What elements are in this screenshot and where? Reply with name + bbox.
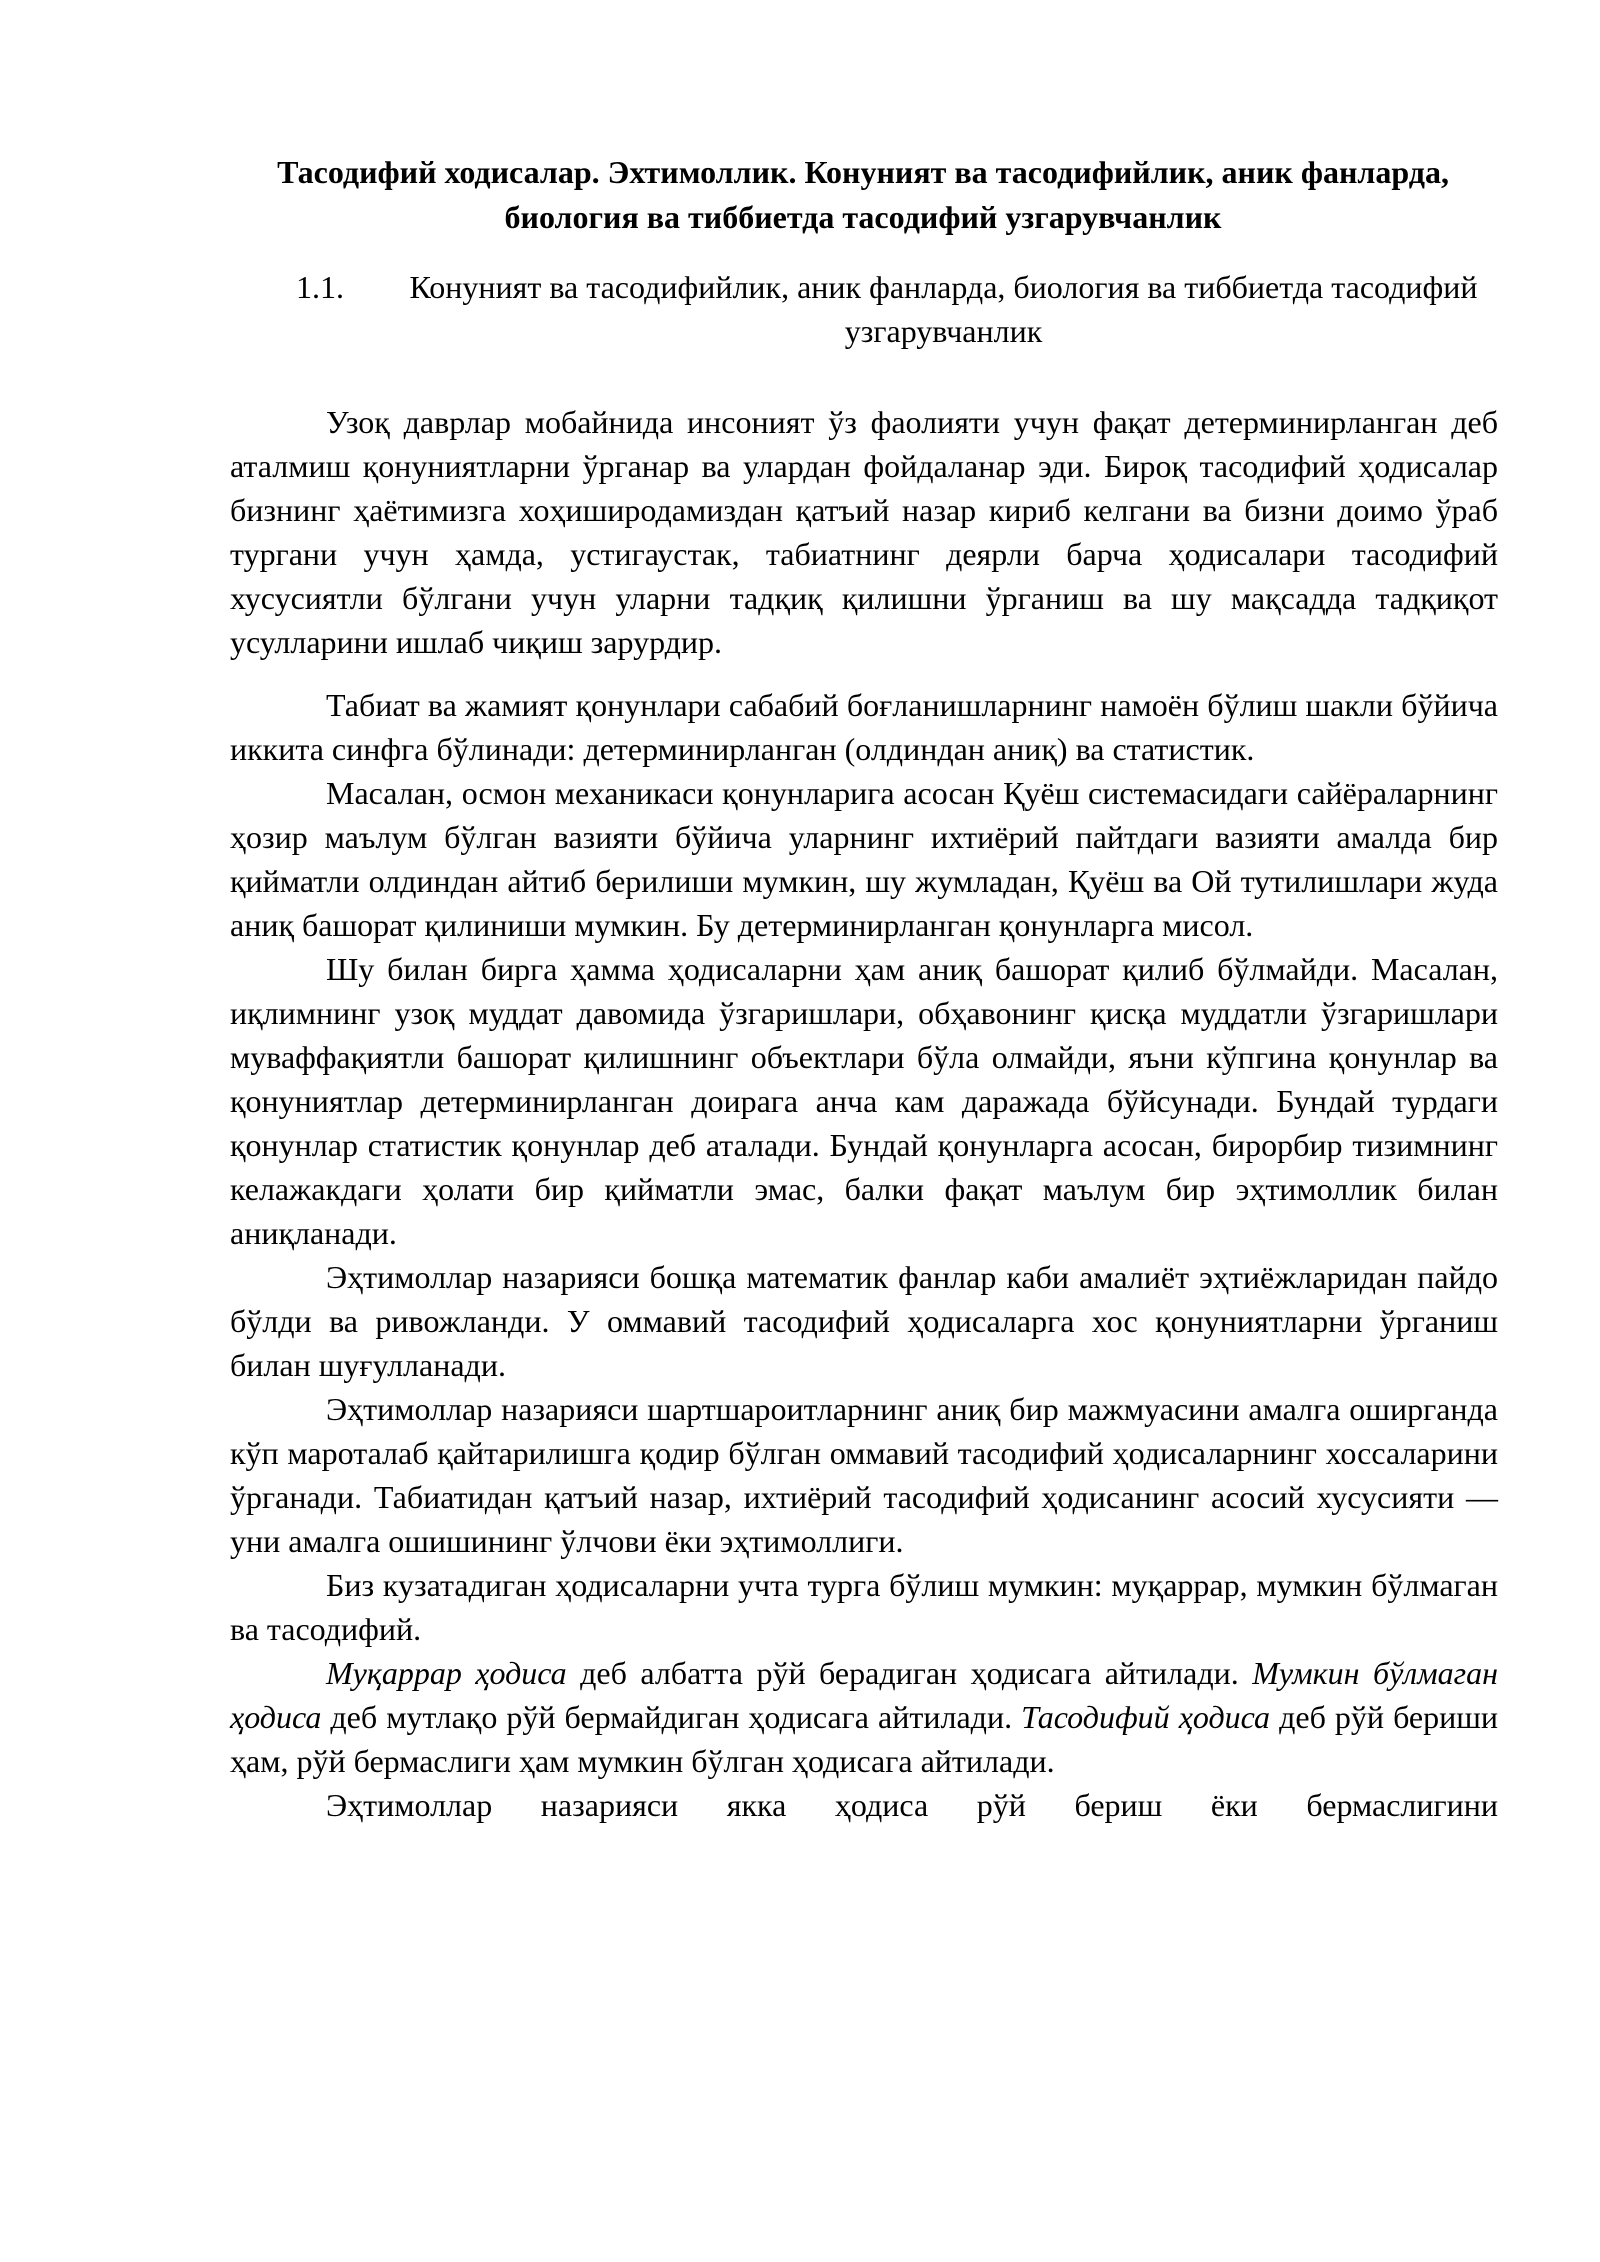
definition-text: деб рўй бериши ҳам, рўй бермаслиги ҳам мумкин бўлган ҳодисага айтилади. xyxy=(230,1699,1499,1779)
definitions-paragraph xyxy=(230,1651,1498,1783)
section-title: Конуният ва тасодифийлик, аник фанларда, биология ва тиббиетда тасодифий узгарувчанлик xyxy=(409,269,1478,349)
definition-text: деб мутлақо рўй бермайдиган ҳодисага айтилади. xyxy=(321,1699,1022,1735)
paragraph: Шу билан бирга ҳамма ҳодисаларни ҳам аниқ башорат қилиб бўлмайди. Масалан, иқлимнинг узоқ муддат давомида ўзгаришлари, обҳавонинг қисқа муддатли ўзгаришлари муваффақиятли башорат қилишнинг объектлари бўла олмайди, яъни кўпгина қонунлар ва қонуниятлар детерминирланган доирага анча кам даражада бўйсунади. Бундай турдаги қонунлар статистик қонунлар деб аталади. Бундай қонунларга асосан, бирорбир тизимнинг келажакдаги ҳолати бир қийматли эмас, балки фақат маълум бир эҳтимоллик билан аниқланади. xyxy=(230,951,1498,1251)
paragraph: Биз кузатадиган ҳодисаларни учта турга бўлиш мумкин: муқаррар, мумкин бўлмаган ва тасодифий. xyxy=(230,1567,1498,1647)
term-certain-event: Муқаррар ҳодиса xyxy=(326,1655,567,1691)
paragraph: Эҳтимоллар назарияси якка ҳодиса рўй бериш ёки бермаслигини xyxy=(326,1787,1498,1823)
paragraph: Табиат ва жамият қонунлари сабабий боғланишларнинг намоён бўлиш шакли бўйича иккита синфга бўлинади: детерминирланган (олдиндан аниқ) ва статистик. xyxy=(230,687,1498,767)
paragraph: Масалан, осмон механикаси қонунларига асосан Қуёш системасидаги сайёраларнинг ҳозир маълум бўлган вазияти бўйича уларнинг ихтиёрий пайтдаги вазияти амалда бир қийматли олдиндан айтиб берилиши мумкин, шу жумладан, Қуёш ва Ой тутилишлари жуда аниқ башорат қилиниши мумкин. Бу детерминирланган қонунларга мисол. xyxy=(230,775,1498,943)
definition-text: деб албатта рўй берадиган ҳодисага айтилади. xyxy=(566,1655,1253,1691)
paragraph: Узоқ даврлар мобайнида инсоният ўз фаолияти учун фақат детерминирланган деб аталмиш қонуниятларни ўрганар ва улардан фойдаланар эди. Бироқ тасодифий ҳодисалар бизнинг ҳаётимизга хоҳиширодамиздан қатъий назар кириб келгани ва бизни доимо ўраб тургани учун ҳамда, устигаустак, табиатнинг деярли барча ҳодисалари тасодифий хусусиятли бўлгани учун уларни тадқиқ қилишни ўрганиш ва шу мақсадда тадқиқот усулларини ишлаб чиқиш зарурдир. xyxy=(230,404,1498,660)
paragraph: Эҳтимоллар назарияси шартшароитларнинг аниқ бир мажмуасини амалга оширганда кўп мароталаб қайтарилишга қодир бўлган оммавий тасодифий ҳодисаларнинг хоссаларини ўрганади. Табиатидан қатъий назар, ихтиёрий тасодифий ҳодисанинг асосий хусусияти — уни амалга ошишининг ўлчови ёки эҳтимоллиги. xyxy=(230,1391,1498,1559)
section-heading xyxy=(296,265,1496,353)
term-impossible-event: Мумкин бўлмаган ҳодиса xyxy=(230,1655,1499,1735)
document-body xyxy=(230,400,1498,1827)
section-number: 1.1. xyxy=(296,269,344,305)
document-title: Тасодифий ходисалар. Эхтимоллик. Конуният ва тасодифийлик, аник фанларда, биология ва тиббиетда тасодифий узгарувчанлик xyxy=(277,154,1449,235)
term-random-event: Тасодифий ҳодиса xyxy=(1021,1699,1271,1735)
paragraph: Эҳтимоллар назарияси бошқа математик фанлар каби амалиёт эҳтиёжларидан пайдо бўлди ва ривожланди. У оммавий тасодифий ҳодисаларга хос қонуниятларни ўрганиш билан шуғулланади. xyxy=(230,1259,1498,1383)
